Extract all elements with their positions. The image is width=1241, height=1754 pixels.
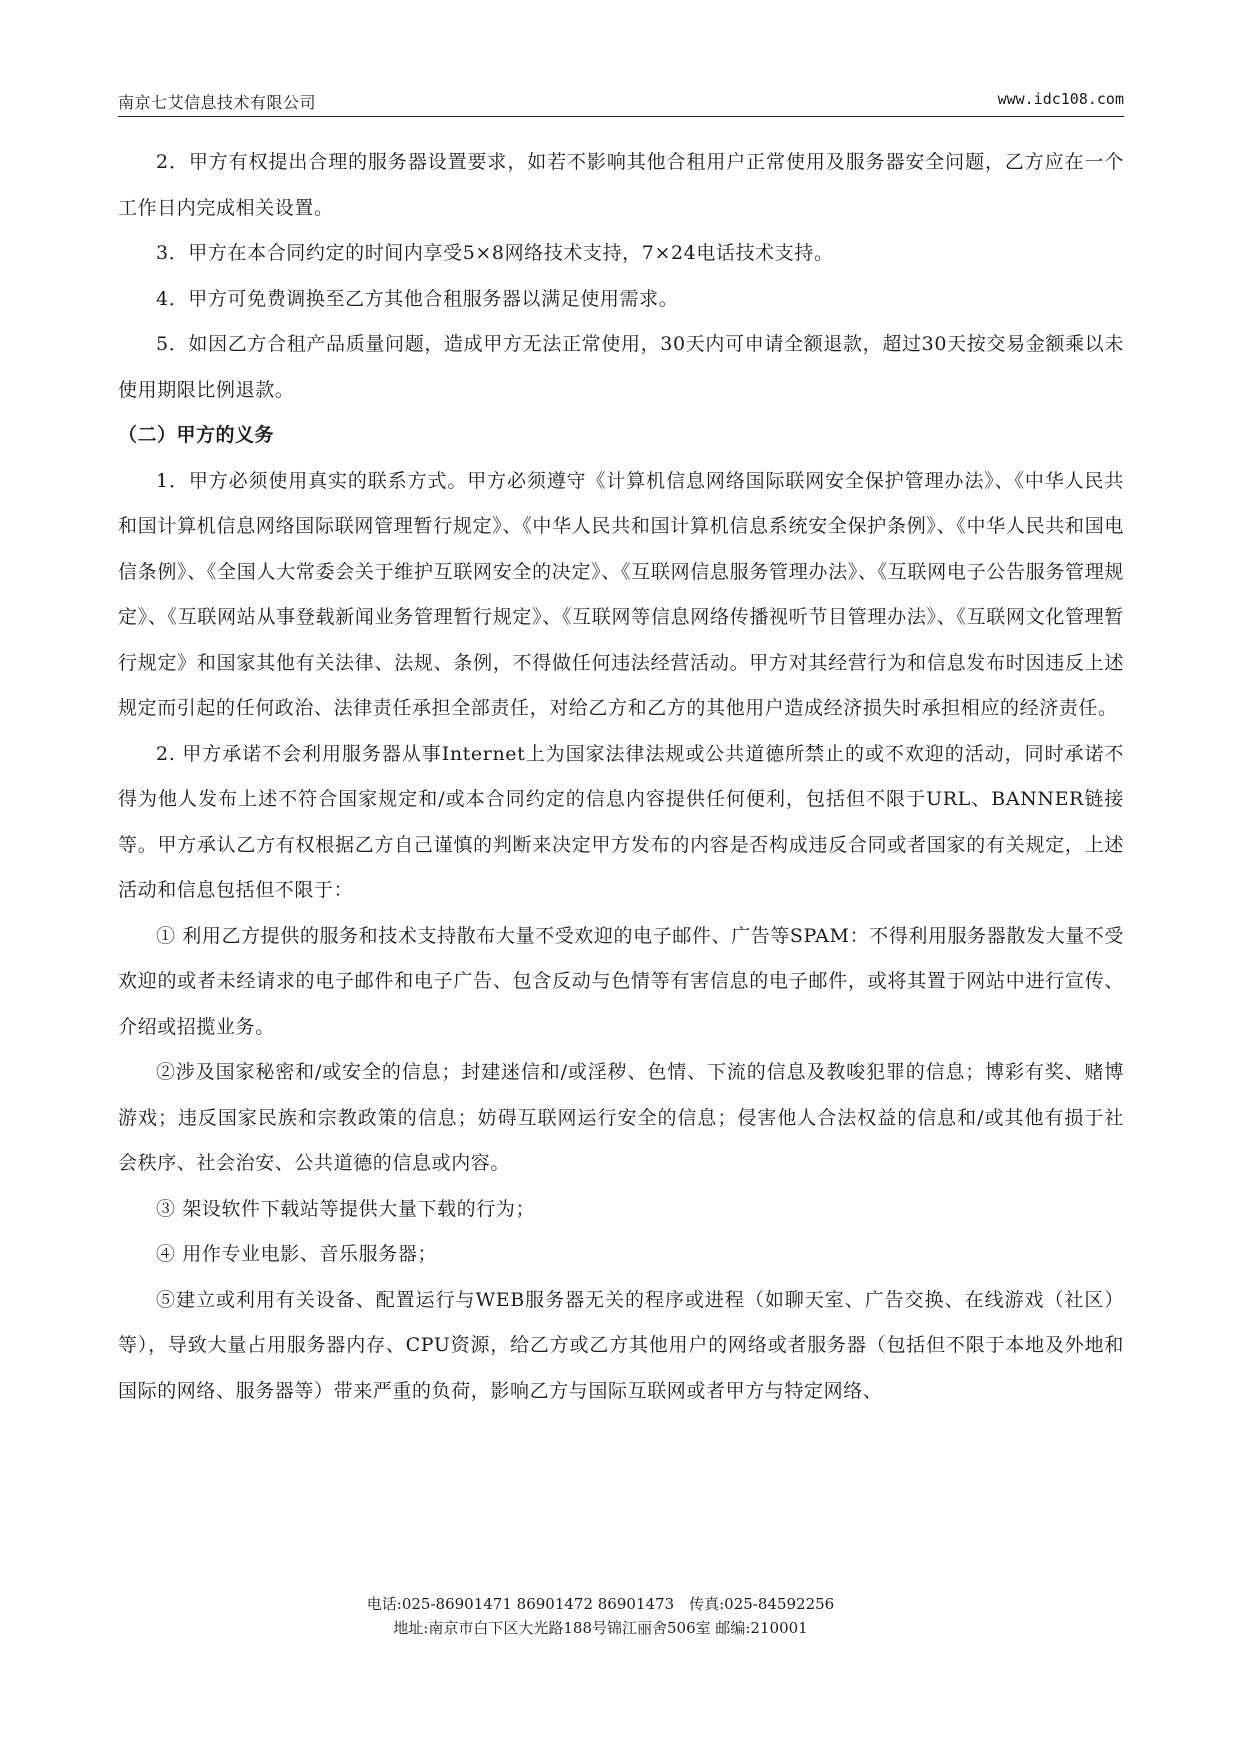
document-body — [118, 140, 1124, 1414]
footer-address: 地址:南京市白下区大光路188号锦江丽舍506室 邮编:210001 — [393, 1619, 808, 1637]
company-name: 南京七艾信息技术有限公司 — [118, 93, 317, 112]
prohibited-item-2: ②涉及国家秘密和/或安全的信息；封建迷信和/或淫秽、色情、下流的信息及教唆犯罪的信息；博彩有奖、赌博游戏；违反国家民族和宗教政策的信息；妨碍互联网运行安全的信息；侵害他人合法权益的信息和/或其他有损于社会秩序、社会治安、公共道德的信息或内容。 — [118, 1061, 1124, 1174]
page-footer — [0, 1592, 1241, 1640]
footer-contact: 电话:025-86901471 86901472 86901473 传真:025-84592256 — [366, 1595, 835, 1613]
right-clause-2: 2．甲方有权提出合理的服务器设置要求，如若不影响其他合租用户正常使用及服务器安全问题，乙方应在一个工作日内完成相关设置。 — [118, 151, 1124, 219]
page-header — [118, 88, 1124, 117]
prohibited-item-5: ⑤建立或利用有关设备、配置运行与WEB服务器无关的程序或进程（如聊天室、广告交换、在线游戏（社区）等），导致大量占用服务器内存、CPU资源，给乙方或乙方其他用户的网络或者服务器（包括但不限于本地及外地和国际的网络、服务器等）带来严重的负荷，影响乙方与国际互联网或者甲方与特定网络、 — [118, 1288, 1124, 1402]
obligation-clause-2: 2. 甲方承诺不会利用服务器从事Internet上为国家法律法规或公共道德所禁止的或不欢迎的活动，同时承诺不得为他人发布上述不符合国家规定和/或本合同约定的信息内容提供任何便利，包括但不限于URL、BANNER链接等。甲方承认乙方有权根据乙方自己谨慎的判断来决定甲方发布的内容是否构成违反合同或者国家的有关规定，上述活动和信息包括但不限于： — [118, 742, 1124, 901]
prohibited-item-3: ③ 架设软件下载站等提供大量下载的行为； — [156, 1197, 536, 1220]
obligation-clause-1: 1．甲方必须使用真实的联系方式。甲方必须遵守《计算机信息网络国际联网安全保护管理办法》、《中华人民共和国计算机信息网络国际联网管理暂行规定》、《中华人民共和国计算机信息系统安全保护条例》、《中华人民共和国电信条例》、《全国人大常委会关于维护互联网安全的决定》、《互联网信息服务管理办法》、《互联网电子公告服务管理规定》、《互联网站从事登载新闻业务管理暂行规定》、《互联网等信息网络传播视听节目管理办法》、《互联网文化管理暂行规定》和国家其他有关法律、法规、条例，不得做任何违法经营活动。甲方对其经营行为和信息发布时因违反上述规定而引起的任何政治、法律责任承担全部责任，对给乙方和乙方的其他用户造成经济损失时承担相应的经济责任。 — [118, 469, 1124, 719]
prohibited-item-1: ① 利用乙方提供的服务和技术支持散布大量不受欢迎的电子邮件、广告等SPAM：不得利用服务器散发大量不受欢迎的或者未经请求的电子邮件和电子广告、包含反动与色情等有害信息的电子邮件，或将其置于网站中进行宣传、介绍或招揽业务。 — [118, 924, 1124, 1038]
company-website: www.idc108.com — [997, 90, 1124, 108]
section-heading: （二）甲方的义务 — [118, 424, 275, 446]
right-clause-3: 3．甲方在本合同约定的时间内享受5×8网络技术支持，7×24电话技术支持。 — [156, 242, 834, 264]
right-clause-5: 5．如因乙方合租产品质量问题，造成甲方无法正常使用，30天内可申请全额退款，超过30天按交易金额乘以未使用期限比例退款。 — [118, 333, 1124, 401]
right-clause-4: 4．甲方可免费调换至乙方其他合租服务器以满足使用需求。 — [156, 287, 679, 310]
prohibited-item-4: ④ 用作专业电影、音乐服务器； — [156, 1243, 438, 1265]
